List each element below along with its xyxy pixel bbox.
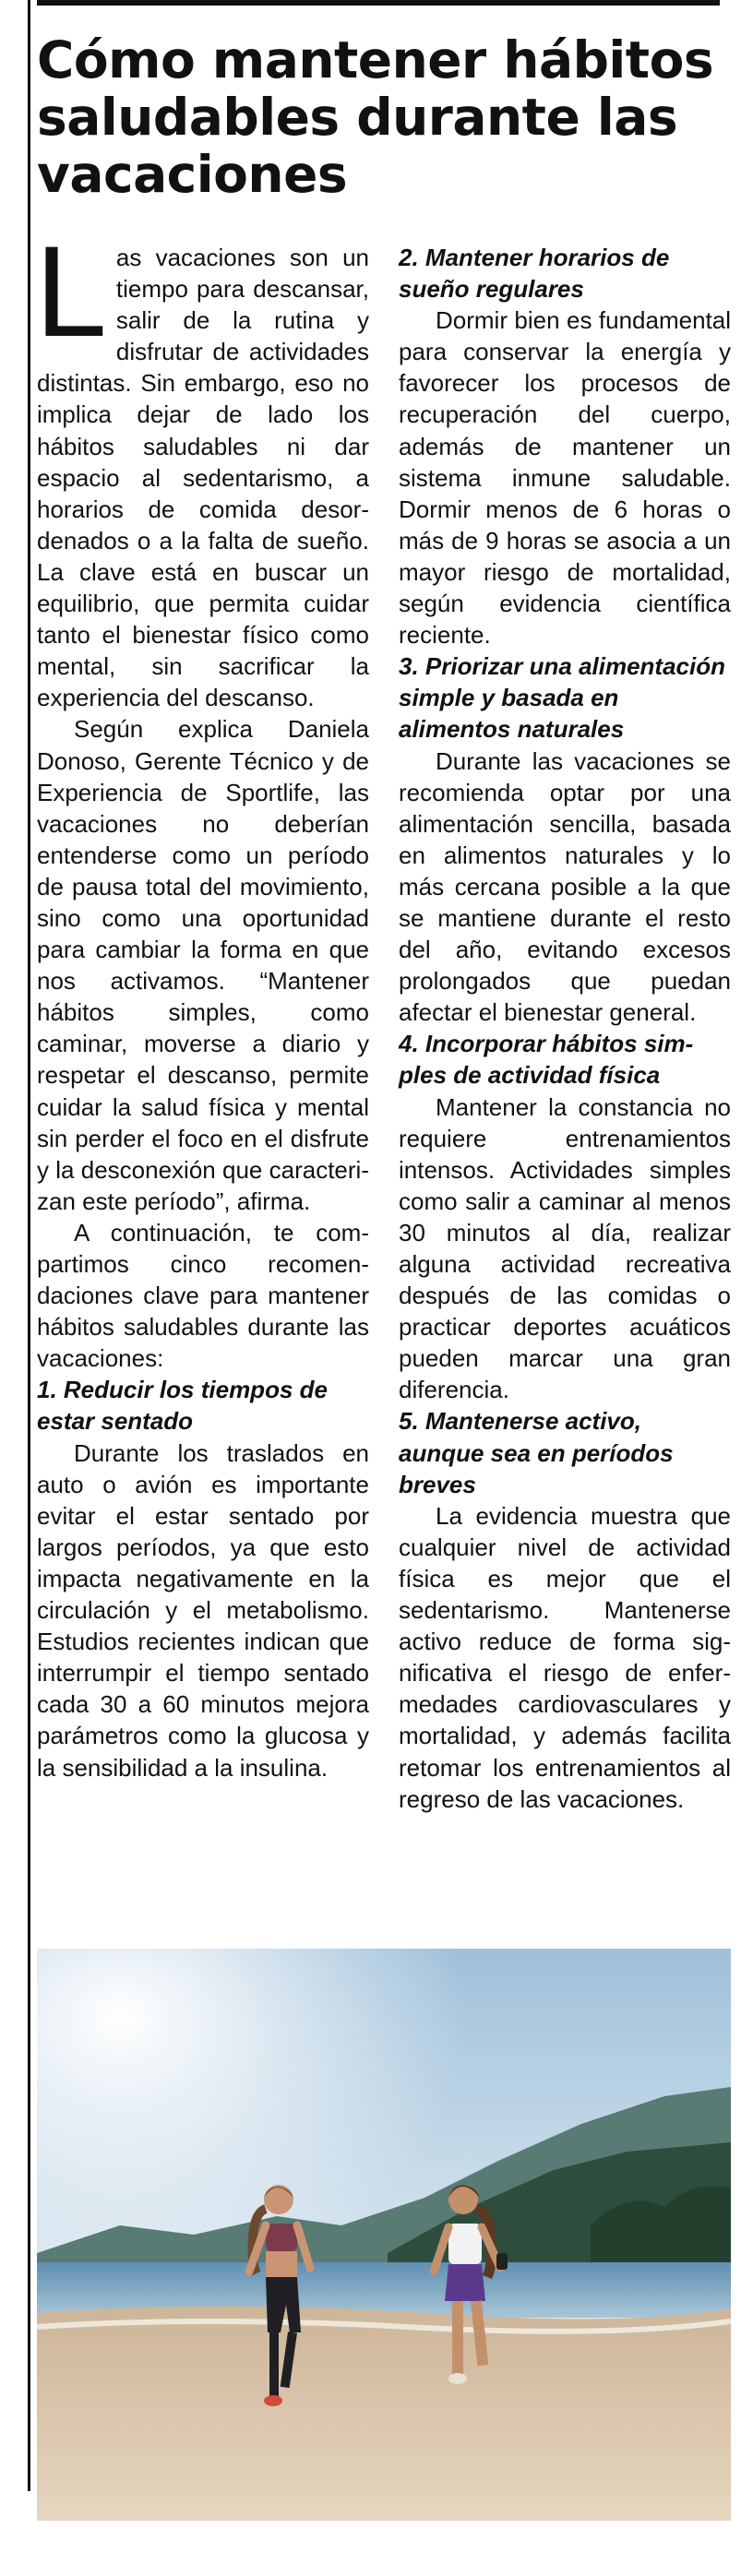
left-column-rule: [28, 0, 30, 2491]
section-1-heading: 1. Reducir los tiempos de estar sentado: [37, 1376, 328, 1436]
photo-illustration: [37, 1949, 731, 2521]
intro-paragraph-3: A continuación, te compartimos cinco recomendaciones clave para mantener hábitos saludables durante las vacaciones:: [37, 1218, 369, 1373]
article-column-left: [35, 219, 369, 1783]
section-5-body: La evidencia muestra que cualquier nivel de actividad física es mejor que el sedentarismo. Mantenerse activo reduce de forma significativa el riesgo de enfermedades cardiovasculares y mortalidad, y además facilita retomar los entrenamientos al regreso de las vacaciones.: [399, 1501, 731, 1813]
intro-paragraph-1: [35, 219, 369, 713]
article-column-right: [399, 242, 731, 1815]
section-3-heading: 3. Priorizar una alimentación simple y basada en alimentos naturales: [399, 652, 725, 744]
section-4-body: Mantener la constancia no requiere entrenamientos intensos. Actividades simples como salir a caminar al menos 30 minutos al día, realizar alguna actividad recreativa después de las comidas o practicar deportes acuáticos pueden marcar una gran diferencia.: [399, 1092, 731, 1404]
section-1-body: Durante los traslados en auto o avión es importante evitar el estar sentado por largos períodos, ya que esto impacta negativamente en la circulación y el metabolismo. Estudios recientes indican que interrumpir el tiempo sentado cada 30 a 60 minutos mejora parámetros como la glucosa y la sensibilidad a la insulina.: [37, 1438, 369, 1782]
intro-paragraph-1-text: as vacaciones son un tiempo para descansar, salir de la rutina y disfrutar de actividades distintas. Sin embargo, eso no implica dejar de lado los hábitos saludables ni dar espacio al sedentarismo, a horarios de comida desordenados o a la falta de sueño. La clave está en buscar un equilibrio, que permita cuidar tanto el bienestar físico como mental, sin sacrificar la experiencia del descanso.: [37, 244, 369, 712]
section-5-heading: 5. Mantenerse activo, aunque sea en períodos breves: [399, 1407, 674, 1498]
article-headline: Cómo mantener hábitos saludables durante las vacaciones: [37, 30, 714, 204]
beach-runners-photo: [37, 1949, 731, 2521]
section-3-body: Durante las vacaciones se recomienda optar por una alimentación sencilla, basada en alimentos naturales y lo más cercana posible a la que se mantiene durante el resto del año, evitando excesos prolongados que puedan afectar el bienestar general.: [399, 746, 731, 1027]
intro-paragraph-2: Según explica Daniela Donoso, Gerente Técnico y de Experiencia de Sportlife, las vacaciones no deberían entenderse como un período de pausa total del movimiento, sino como una oportunidad para cambiar la forma en que nos activamos. “Mantener hábitos simples, como caminar, moverse a diario y respetar el descanso, permite cuidar la salud física y mental sin perder el foco en el disfrute y la desconexión que caracterizan este período”, afirma.: [37, 715, 369, 1215]
section-4-heading: 4. Incorporar hábitos simples de actividad física: [399, 1030, 694, 1090]
top-rule: [37, 0, 720, 6]
section-2-body: Dormir bien es fundamental para conservar la energía y favorecer los procesos de recuperación del cuerpo, además de mantener un sistema inmune saludable. Dormir menos de 6 horas o más de 9 horas se asocia a un mayor riesgo de mortalidad, según evidencia científica reciente.: [399, 306, 731, 650]
section-2-heading: 2. Mantener horarios de sueño regulares: [399, 244, 670, 304]
beach-sand: [37, 2307, 731, 2522]
dropcap-letter: L: [35, 219, 107, 364]
